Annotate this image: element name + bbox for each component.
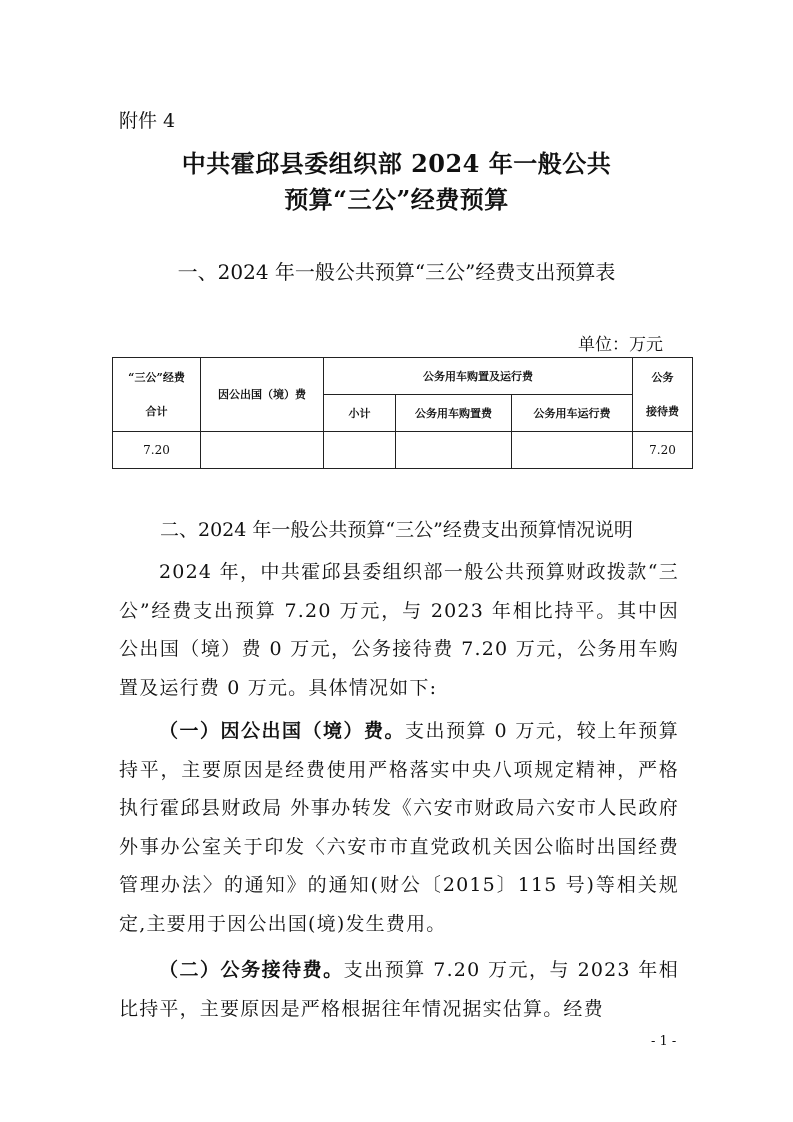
header-vehicle-group: 公务用车购置及运行费 xyxy=(324,358,633,395)
header-reception-cell xyxy=(633,358,693,432)
header-vehicle-purchase: 公务用车购置费 xyxy=(396,394,512,431)
cell-abroad xyxy=(201,431,324,468)
section1-heading: 一、2024 年一般公共预算“三公”经费支出预算表 xyxy=(177,260,616,284)
cell-reception: 7.20 xyxy=(633,431,693,468)
document-title-line2: 预算“三公”经费预算 xyxy=(284,185,509,214)
header-total-top: “三公”经费 xyxy=(128,371,185,385)
section2-heading: 二、2024 年一般公共预算“三公”经费支出预算情况说明 xyxy=(160,519,633,541)
paragraph-abroad xyxy=(119,712,679,943)
annex-label: 附件 4 xyxy=(119,110,176,132)
paragraph-abroad-body: 支出预算 0 万元，较上年预算持平，主要原因是经费使用严格落实中央八项规定精神，严格执行霍邱县财政局 外事办转发《六安市财政局六安市人民政府外事办公室关于印发〈六安市市直党政机关因公临时出国经费管理办法〉的通知》的通知(财公〔2015〕115 号)等相关规定,主要用于因公出国(境)发生费用。 xyxy=(119,720,679,935)
header-subtotal: 小计 xyxy=(324,394,396,431)
header-reception-bottom: 接待费 xyxy=(646,405,679,419)
table-row xyxy=(113,431,693,468)
header-total-cell xyxy=(113,358,201,432)
header-reception-top: 公务 xyxy=(651,371,674,385)
paragraph-abroad-heading: （一）因公出国（境）费。 xyxy=(159,720,405,742)
paragraph-summary: 2024 年，中共霍邱县委组织部一般公共预算财政拨款“三公”经费支出预算 7.20 万元，与 2023 年相比持平。其中因公出国（境）费 0 万元，公务接待费 7.20 万元，公务用车购置及运行费 0 万元。具体情况如下: xyxy=(119,561,679,699)
page-number: - 1 - xyxy=(651,1034,677,1049)
document-title-line1: 中共霍邱县委组织部 2024 年一般公共 xyxy=(181,149,612,178)
paragraph-reception-heading: （二）公务接待费。 xyxy=(159,959,344,981)
header-total-bottom: 合计 xyxy=(145,405,168,419)
paragraph-reception-body: 支出预算 7.20 万元，与 2023 年相比持平，主要原因是严格根据往年情况据实估算。经费 xyxy=(119,959,679,1020)
cell-vehicle-operation xyxy=(512,431,633,468)
paragraph-reception xyxy=(119,951,679,1028)
cell-vehicle-purchase xyxy=(396,431,512,468)
table-header-row-1 xyxy=(113,358,693,395)
header-abroad: 因公出国（境）费 xyxy=(201,358,324,432)
cell-subtotal xyxy=(324,431,396,468)
unit-label: 单位：万元 xyxy=(578,335,663,355)
cell-total: 7.20 xyxy=(113,431,201,468)
budget-table xyxy=(112,357,693,469)
header-vehicle-operation: 公务用车运行费 xyxy=(512,394,633,431)
